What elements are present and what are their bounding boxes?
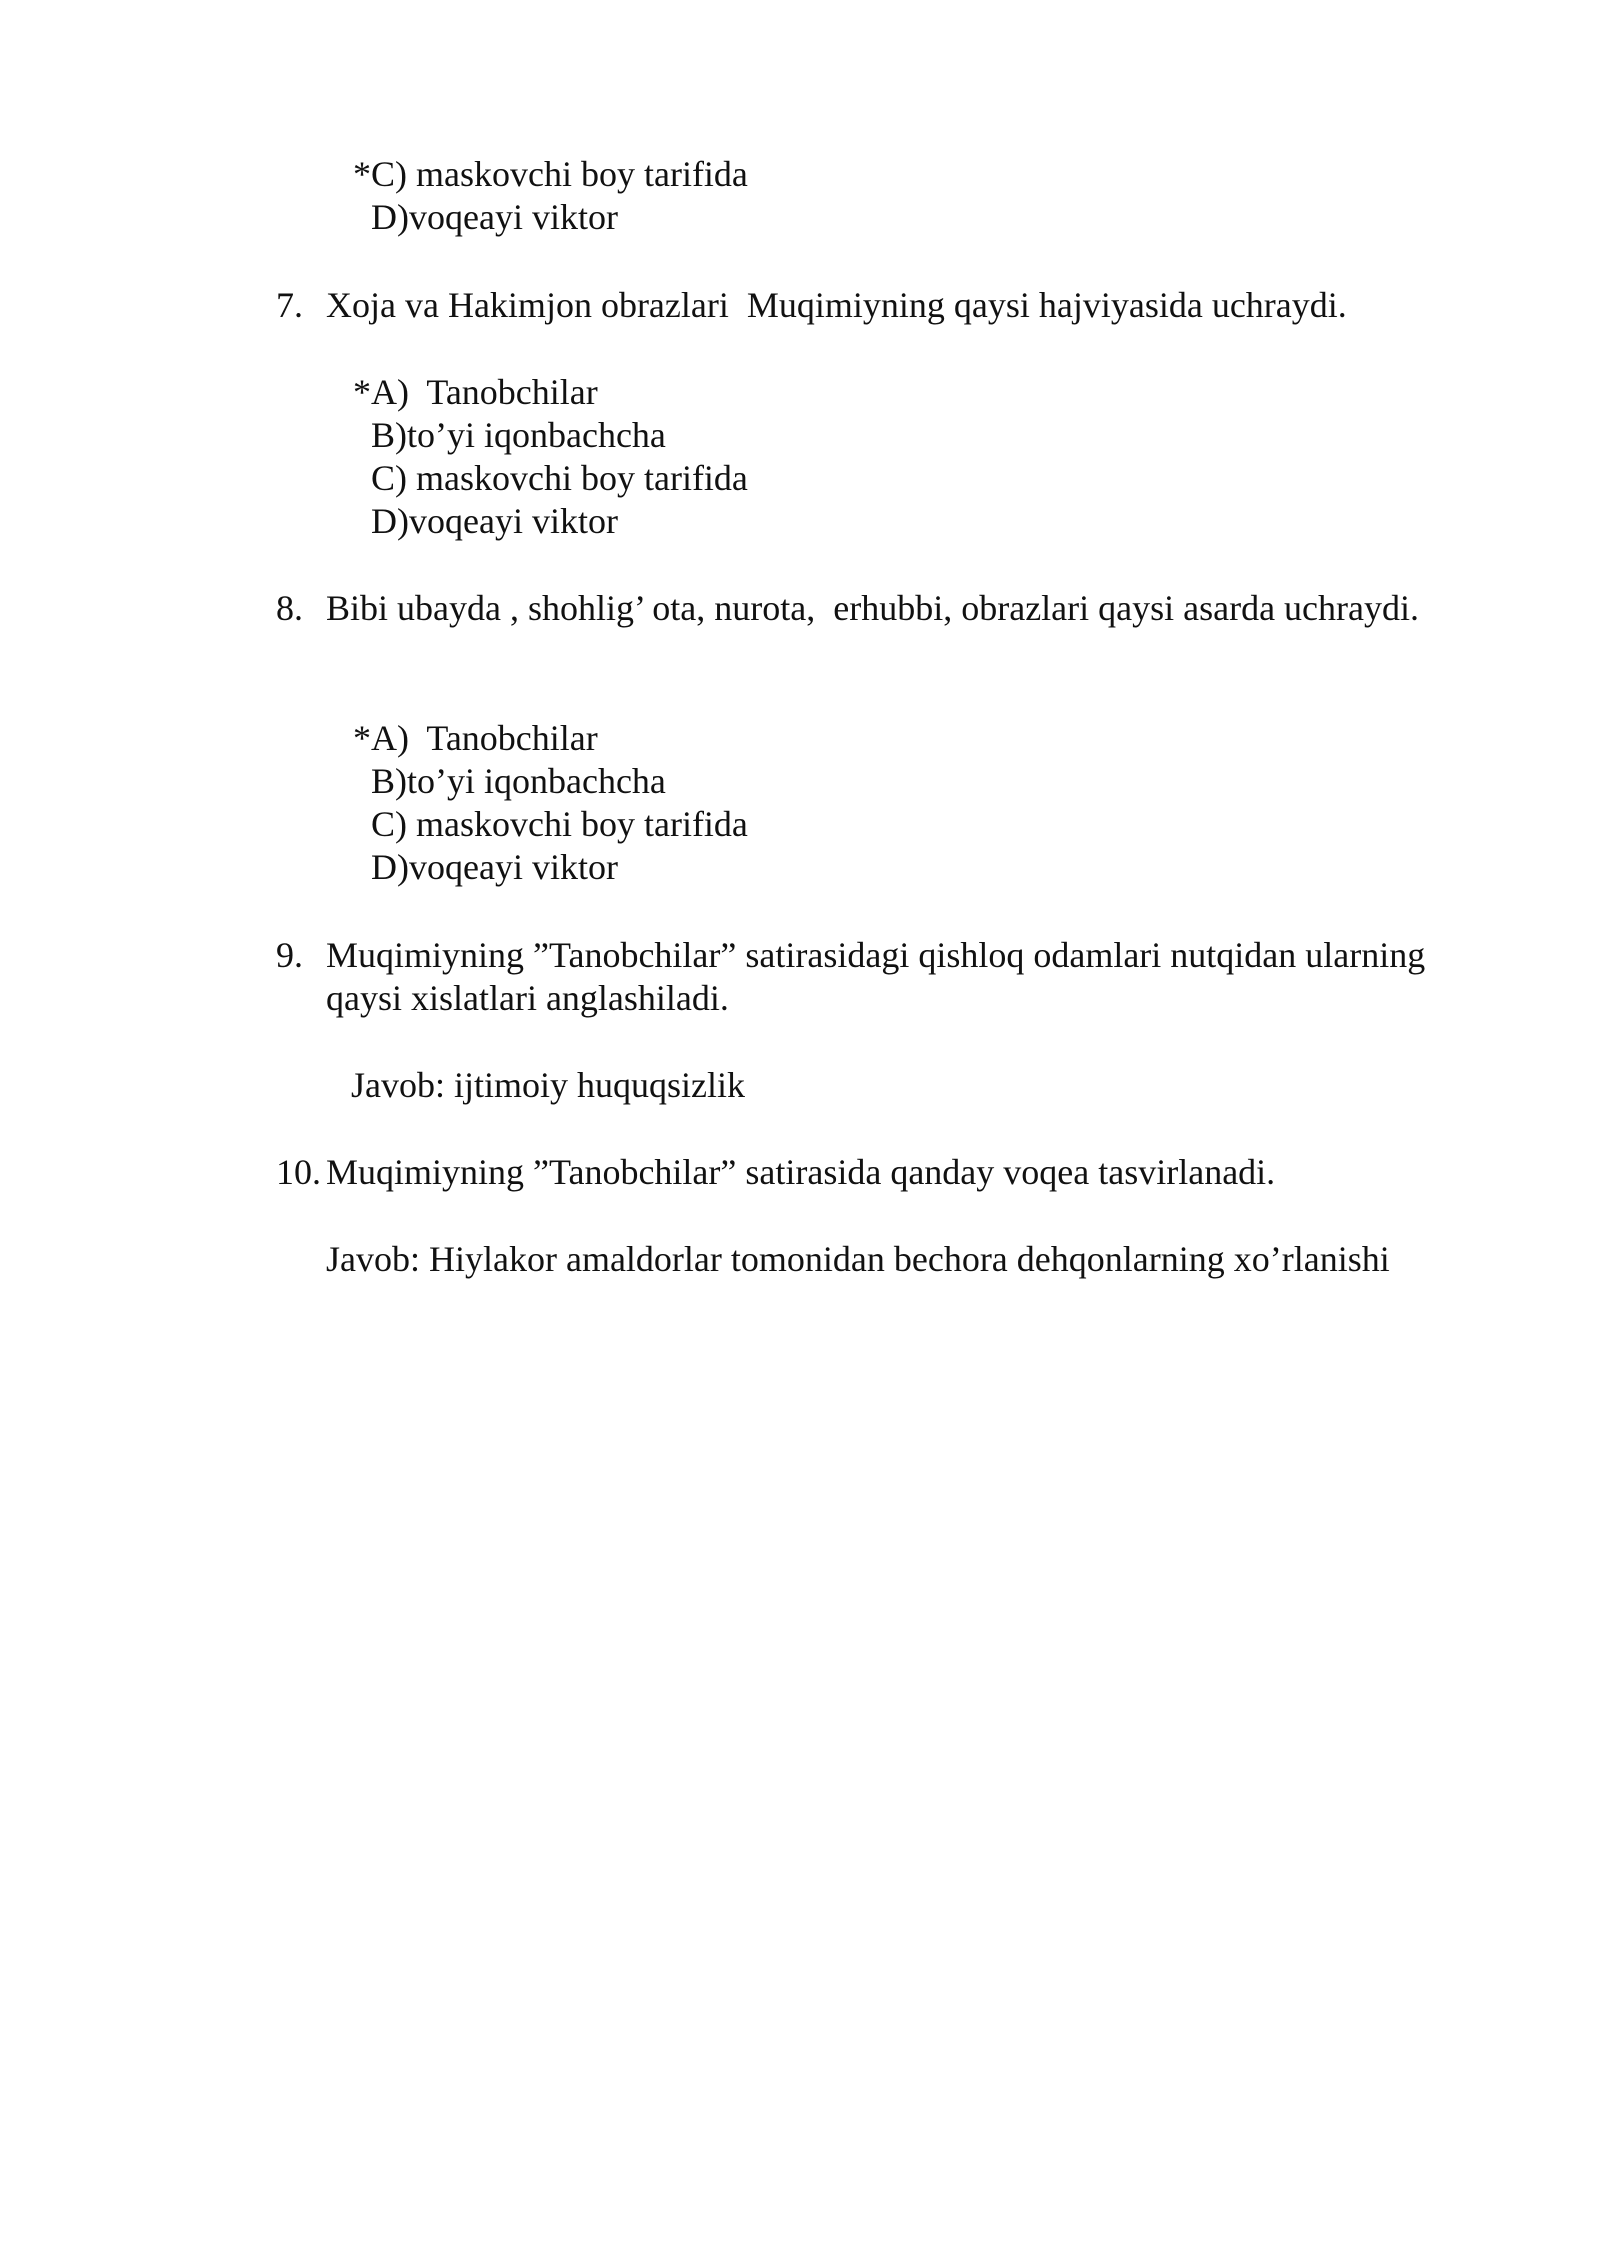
- question-number-9: 9.: [276, 935, 303, 975]
- q8-option-c: C) maskovchi boy tarifida: [371, 804, 748, 844]
- q8-option-d: D)voqeayi viktor: [371, 847, 618, 887]
- question-number-7: 7.: [276, 285, 303, 325]
- q8-option-b: B)to’yi iqonbachcha: [371, 761, 666, 801]
- question-text-9-line2: qaysi xislatlari anglashiladi.: [326, 978, 729, 1018]
- question-text-9-line1: Muqimiyning ”Tanobchilar” satirasidagi qishloq odamlari nutqidan ularning: [326, 935, 1426, 975]
- q10-answer: Javob: Hiylakor amaldorlar tomonidan bechora dehqonlarning xo’rlanishi: [326, 1239, 1390, 1279]
- q7-option-d: D)voqeayi viktor: [371, 501, 618, 541]
- q8-option-a: *A) Tanobchilar: [353, 718, 598, 758]
- option-c-correct: *C) maskovchi boy tarifida: [353, 154, 748, 194]
- question-text-7: Xoja va Hakimjon obrazlari Muqimiyning qaysi hajviyasida uchraydi.: [326, 285, 1347, 325]
- question-text-10: Muqimiyning ”Tanobchilar” satirasida qanday voqea tasvirlanadi.: [326, 1152, 1276, 1192]
- question-number-10: 10.: [276, 1152, 321, 1192]
- question-text-8: Bibi ubayda , shohlig’ ota, nurota, erhubbi, obrazlari qaysi asarda uchraydi.: [326, 588, 1420, 628]
- q9-answer: Javob: ijtimoiy huquqsizlik: [351, 1065, 745, 1105]
- option-d: D)voqeayi viktor: [371, 197, 618, 237]
- q7-option-b: B)to’yi iqonbachcha: [371, 415, 666, 455]
- question-number-8: 8.: [276, 588, 303, 628]
- q7-option-c: C) maskovchi boy tarifida: [371, 458, 748, 498]
- q7-option-a: *A) Tanobchilar: [353, 372, 598, 412]
